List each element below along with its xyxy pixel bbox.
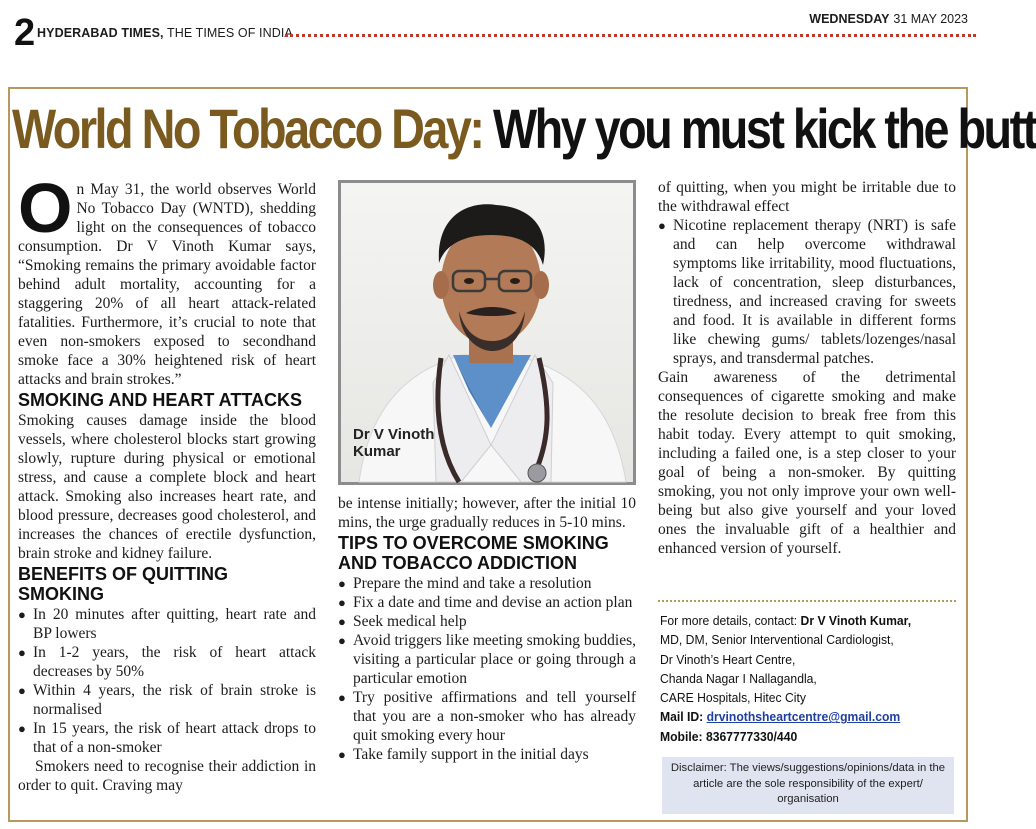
weekday: WEDNESDAY: [809, 12, 890, 26]
column-2: [338, 494, 636, 764]
heading-benefits-quitting: BENEFITS OF QUITTING SMOKING: [18, 564, 228, 604]
doctor-photo: [338, 180, 636, 485]
heading-tips-overcome: [338, 533, 636, 573]
nrt-list: [658, 216, 956, 368]
list-item: ● Fix a date and time and devise an action plan: [338, 593, 636, 612]
contact-name: Dr V Vinoth Kumar,: [800, 613, 912, 628]
date: 31 MAY 2023: [893, 12, 968, 26]
contact-mail-line: [660, 707, 945, 726]
headline: [12, 94, 1036, 164]
publication-name: THE TIMES OF INDIA: [166, 26, 293, 40]
contact-area: Chanda Nagar I Nallagandla,: [660, 670, 817, 686]
list-item: ● In 1-2 years, the risk of heart attack decreases by 50%: [18, 643, 316, 681]
masthead-divider: [285, 34, 976, 38]
intro-text: n May 31, the world observes World No Tobacco Day (WNTD), shedding light on the consequences of tobacco consumption. Dr V Vinoth Kumar says, “Smoking remains the primary avoidable factor behind adult mortality, accounting for a staggering 20% of all heart attack-related fatalities. Furthermore, it’s crucial to note that even non-smokers exposed to secondhand smoke face a 30% heightened risk of heart attacks and brain strokes.”: [18, 181, 316, 388]
craving-paragraph: Smokers need to recognise their addiction in order to quit. Craving may: [18, 758, 316, 794]
tips-heading-line-1: TIPS TO OVERCOME SMOKING: [338, 533, 609, 553]
contact-hospital: CARE Hospitals, Hitec City: [660, 690, 806, 706]
tips-bullet-continued: of quitting, when you might be irritable due to the withdrawal effect: [658, 179, 956, 215]
contact-divider: [658, 600, 956, 602]
heading-smoking-heart-attacks: SMOKING AND HEART ATTACKS: [18, 390, 302, 410]
headline-part-2: Why you must kick the butt: [492, 97, 1036, 160]
tips-heading-line-2: AND TOBACCO ADDICTION: [338, 553, 577, 573]
contact-title: MD, DM, Senior Interventional Cardiologist,: [660, 632, 894, 648]
list-item: ● Avoid triggers like meeting smoking buddies, visiting a particular place or going through a particular emotion: [338, 631, 636, 688]
list-item: ● Within 4 years, the risk of brain stroke is normalised: [18, 681, 316, 719]
caption-line-1: Dr V Vinoth: [353, 426, 435, 443]
list-item: ● In 20 minutes after quitting, heart rate and BP lowers: [18, 605, 316, 643]
closing-paragraph: Gain awareness of the detrimental consequences of cigarette smoking and make the resolute decision to break free from this habit today. Every attempt to quit smoking, including a failed one, is a step closer to your goal of being a non-smoker. By quitting smoking, you not only improve your own well-being but also give yourself and your loved ones the invaluable gift of a healthier and enhanced version of yourself.: [658, 369, 956, 557]
intro-paragraph: [18, 169, 316, 389]
masthead: [0, 0, 976, 60]
benefits-list: [18, 605, 316, 757]
list-item: ● Try positive affirmations and tell yourself that you are a non-smoker who has already quit smoking every hour: [338, 688, 636, 745]
craving-paragraph-continued: be intense initially; however, after the initial 10 mins, the urge gradually reduces in 5-10 mins.: [338, 495, 636, 531]
list-item: ● Prepare the mind and take a resolution: [338, 574, 636, 593]
contact-centre: Dr Vinoth’s Heart Centre,: [660, 651, 796, 667]
mail-label: Mail ID:: [660, 709, 704, 725]
section-title: [37, 26, 293, 40]
dateline: [809, 12, 968, 26]
list-item: ● Nicotine replacement therapy (NRT) is safe and can help overcome withdrawal symptoms like irritability, mood fluctuations, lack of concentration, sleep disturbances, tiredness, and increased craving for sweets and food. It is available in different forms like chewing gums/ tablets/lozenges/nasal sprays, and transdermal patches.: [658, 216, 956, 368]
contact-block: [660, 611, 945, 746]
list-item: ● In 15 years, the risk of heart attack drops to that of a non-smoker: [18, 719, 316, 757]
tips-list: [338, 574, 636, 764]
list-item: ● Take family support in the initial days: [338, 745, 636, 764]
column-3: [658, 178, 956, 558]
caption-line-2: Kumar: [353, 443, 401, 460]
page-number: 2: [14, 12, 36, 54]
mobile-number: 8367777330/440: [705, 728, 798, 744]
contact-mobile-line: [660, 727, 945, 746]
drop-cap: O: [18, 169, 73, 247]
column-1: [18, 169, 316, 795]
photo-caption: [353, 426, 434, 460]
mobile-label: Mobile:: [660, 728, 703, 744]
headline-part-1: World No Tobacco Day:: [12, 97, 483, 160]
contact-lead: For more details, contact:: [660, 613, 798, 628]
contact-line: [660, 611, 945, 630]
disclaimer-box: Disclaimer: The views/suggestions/opinions/data in the article are the sole responsibility of the expert/ organisation: [662, 757, 954, 814]
list-item: ● Seek medical help: [338, 612, 636, 631]
email-link[interactable]: drvinothsheartcentre@gmail.com: [706, 709, 901, 725]
section-name: HYDERABAD TIMES,: [37, 26, 164, 40]
smoking-heart-text: Smoking causes damage inside the blood vessels, where cholesterol blocks start growing slowly, rupture during physical or emotional stress, and cause a complete block and heart attack. Smoking also increases heart rate, and blood pressure, decreases good cholesterol, and increases the chances of erectile dysfunction, brain stroke and kidney failure.: [18, 412, 316, 562]
